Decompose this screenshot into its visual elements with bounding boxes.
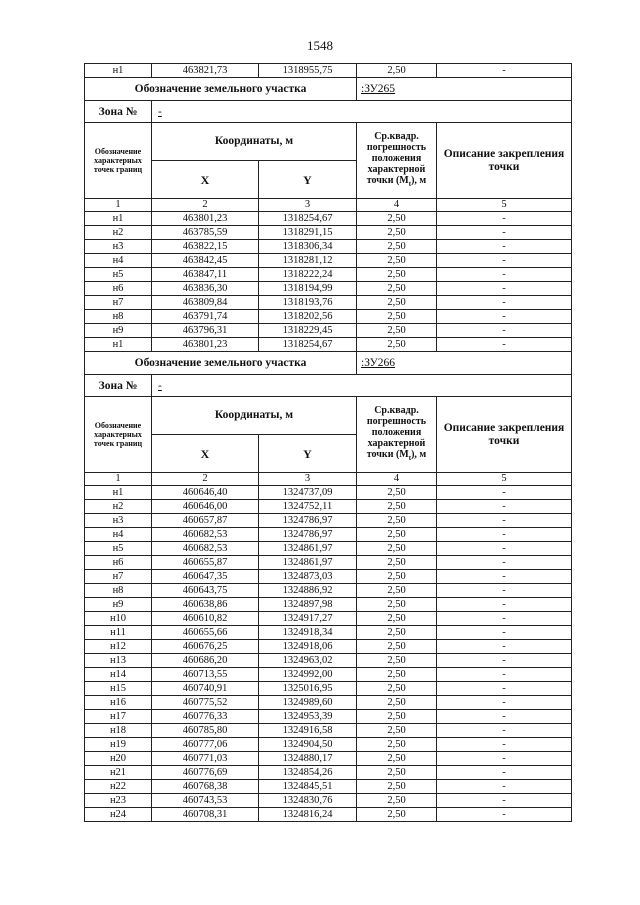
description-cell: -	[437, 556, 572, 570]
table-row	[85, 528, 572, 542]
accuracy-cell: 2,50	[357, 212, 437, 226]
table-row	[85, 486, 572, 500]
point-id-cell: н1	[85, 64, 152, 78]
description-cell: -	[437, 528, 572, 542]
x-coord-cell: 460775,52	[152, 696, 259, 710]
y-coord-cell: 1324880,17	[259, 752, 357, 766]
x-coord-cell: 463791,74	[152, 310, 259, 324]
y-coord-cell: 1324904,50	[259, 738, 357, 752]
point-id-cell: н17	[85, 710, 152, 724]
y-coord-cell: 1318222,24	[259, 268, 357, 282]
accuracy-cell: 2,50	[357, 682, 437, 696]
y-coord-cell: 1324873,03	[259, 570, 357, 584]
column-number: 1	[85, 473, 152, 486]
zone-empty	[437, 101, 572, 123]
y-coord-cell: 1318291,15	[259, 226, 357, 240]
x-coord-cell: 460785,80	[152, 724, 259, 738]
table-row	[85, 324, 572, 338]
y-coord-cell: 1324737,09	[259, 486, 357, 500]
description-cell: -	[437, 752, 572, 766]
description-cell: -	[437, 254, 572, 268]
description-cell: -	[437, 780, 572, 794]
header-row	[85, 397, 572, 435]
accuracy-cell: 2,50	[357, 570, 437, 584]
description-cell: -	[437, 668, 572, 682]
x-coord-cell: 460713,55	[152, 668, 259, 682]
table-row	[85, 500, 572, 514]
header-coords: Координаты, м	[152, 123, 357, 161]
point-id-cell: н2	[85, 500, 152, 514]
point-id-cell: н5	[85, 542, 152, 556]
accuracy-cell: 2,50	[357, 528, 437, 542]
header-x: X	[152, 161, 259, 199]
point-id-cell: н8	[85, 584, 152, 598]
table-row	[85, 338, 572, 352]
point-id-cell: н9	[85, 598, 152, 612]
point-id-cell: н21	[85, 766, 152, 780]
table-row	[85, 696, 572, 710]
point-id-cell: н15	[85, 682, 152, 696]
column-number-row	[85, 199, 572, 212]
y-coord-cell: 1324786,97	[259, 528, 357, 542]
column-number: 5	[437, 199, 572, 212]
y-coord-cell: 1318955,75	[259, 64, 357, 78]
description-cell: -	[437, 710, 572, 724]
continuation-row	[85, 64, 572, 78]
description-cell: -	[437, 626, 572, 640]
y-coord-cell: 1324886,92	[259, 584, 357, 598]
parcel-code: :ЗУ266	[357, 352, 572, 375]
table-row	[85, 626, 572, 640]
y-coord-cell: 1324917,27	[259, 612, 357, 626]
y-coord-cell: 1324786,97	[259, 514, 357, 528]
description-cell: -	[437, 570, 572, 584]
y-coord-cell: 1324861,97	[259, 542, 357, 556]
point-id-cell: н18	[85, 724, 152, 738]
y-coord-cell: 1324752,11	[259, 500, 357, 514]
x-coord-cell: 460777,06	[152, 738, 259, 752]
accuracy-cell: 2,50	[357, 556, 437, 570]
accuracy-cell: 2,50	[357, 296, 437, 310]
zone-empty	[437, 375, 572, 397]
x-coord-cell: 463796,31	[152, 324, 259, 338]
description-cell: -	[437, 696, 572, 710]
y-coord-cell: 1318254,67	[259, 212, 357, 226]
table-row	[85, 254, 572, 268]
accuracy-cell: 2,50	[357, 598, 437, 612]
column-number: 5	[437, 473, 572, 486]
point-id-cell: н19	[85, 738, 152, 752]
point-id-cell: н20	[85, 752, 152, 766]
accuracy-cell: 2,50	[357, 310, 437, 324]
description-cell: -	[437, 808, 572, 822]
header-x: X	[152, 435, 259, 473]
description-cell: -	[437, 598, 572, 612]
x-coord-cell: 460708,31	[152, 808, 259, 822]
accuracy-cell: 2,50	[357, 500, 437, 514]
description-cell: -	[437, 282, 572, 296]
header-point-label: Обозначение характерных точек границ	[85, 397, 152, 473]
header-coords: Координаты, м	[152, 397, 357, 435]
description-cell: -	[437, 64, 572, 78]
x-coord-cell: 460610,82	[152, 612, 259, 626]
table-row	[85, 570, 572, 584]
description-cell: -	[437, 654, 572, 668]
y-coord-cell: 1324816,24	[259, 808, 357, 822]
header-y: Y	[259, 435, 357, 473]
accuracy-cell: 2,50	[357, 808, 437, 822]
table-row	[85, 226, 572, 240]
y-coord-cell: 1324897,98	[259, 598, 357, 612]
point-id-cell: н8	[85, 310, 152, 324]
y-coord-cell: 1318306,34	[259, 240, 357, 254]
x-coord-cell: 460638,86	[152, 598, 259, 612]
description-cell: -	[437, 738, 572, 752]
accuracy-cell: 2,50	[357, 766, 437, 780]
accuracy-cell: 2,50	[357, 324, 437, 338]
accuracy-cell: 2,50	[357, 710, 437, 724]
point-id-cell: н6	[85, 556, 152, 570]
table-row	[85, 808, 572, 822]
point-id-cell: н23	[85, 794, 152, 808]
point-id-cell: н2	[85, 226, 152, 240]
y-coord-cell: 1324918,34	[259, 626, 357, 640]
y-coord-cell: 1324963,02	[259, 654, 357, 668]
point-id-cell: н6	[85, 282, 152, 296]
x-coord-cell: 460676,25	[152, 640, 259, 654]
accuracy-cell: 2,50	[357, 668, 437, 682]
table-row	[85, 738, 572, 752]
accuracy-cell: 2,50	[357, 268, 437, 282]
accuracy-cell: 2,50	[357, 780, 437, 794]
point-id-cell: н11	[85, 626, 152, 640]
x-coord-cell: 460682,53	[152, 528, 259, 542]
column-number-row	[85, 473, 572, 486]
description-cell: -	[437, 584, 572, 598]
description-cell: -	[437, 500, 572, 514]
accuracy-cell: 2,50	[357, 612, 437, 626]
accuracy-cell: 2,50	[357, 640, 437, 654]
y-coord-cell: 1318202,56	[259, 310, 357, 324]
point-id-cell: н1	[85, 486, 152, 500]
table-row	[85, 282, 572, 296]
column-number: 4	[357, 473, 437, 486]
y-coord-cell: 1324845,51	[259, 780, 357, 794]
point-id-cell: н3	[85, 514, 152, 528]
table-row	[85, 752, 572, 766]
column-number: 4	[357, 199, 437, 212]
table-row	[85, 542, 572, 556]
x-coord-cell: 463847,11	[152, 268, 259, 282]
coordinates-table	[84, 63, 572, 822]
table-row	[85, 710, 572, 724]
y-coord-cell: 1325016,95	[259, 682, 357, 696]
x-coord-cell: 463809,84	[152, 296, 259, 310]
parcel-label: Обозначение земельного участка	[85, 78, 357, 101]
x-coord-cell: 463821,73	[152, 64, 259, 78]
description-cell: -	[437, 542, 572, 556]
x-coord-cell: 460740,91	[152, 682, 259, 696]
column-number: 2	[152, 199, 259, 212]
accuracy-cell: 2,50	[357, 794, 437, 808]
description-cell: -	[437, 724, 572, 738]
point-id-cell: н10	[85, 612, 152, 626]
x-coord-cell: 460776,33	[152, 710, 259, 724]
x-coord-cell: 460743,53	[152, 794, 259, 808]
y-coord-cell: 1318229,45	[259, 324, 357, 338]
description-cell: -	[437, 682, 572, 696]
zone-label: Зона №	[85, 375, 152, 397]
header-row	[85, 123, 572, 161]
x-coord-cell: 460682,53	[152, 542, 259, 556]
description-cell: -	[437, 268, 572, 282]
accuracy-cell: 2,50	[357, 240, 437, 254]
point-id-cell: н1	[85, 212, 152, 226]
accuracy-cell: 2,50	[357, 738, 437, 752]
x-coord-cell: 460646,00	[152, 500, 259, 514]
table-row	[85, 724, 572, 738]
accuracy-cell: 2,50	[357, 514, 437, 528]
accuracy-cell: 2,50	[357, 584, 437, 598]
y-coord-cell: 1318193,76	[259, 296, 357, 310]
table-row	[85, 654, 572, 668]
x-coord-cell: 460657,87	[152, 514, 259, 528]
zone-row	[85, 375, 572, 397]
zone-row	[85, 101, 572, 123]
header-accuracy: Ср.квадр. погрешность положения характерной точки $(M_t)$, м	[357, 397, 437, 473]
parcel-title-row	[85, 78, 572, 101]
point-id-cell: н5	[85, 268, 152, 282]
accuracy-cell: 2,50	[357, 654, 437, 668]
column-number: 3	[259, 199, 357, 212]
accuracy-cell: 2,50	[357, 626, 437, 640]
x-coord-cell: 463836,30	[152, 282, 259, 296]
y-coord-cell: 1324992,00	[259, 668, 357, 682]
table-row	[85, 640, 572, 654]
description-cell: -	[437, 486, 572, 500]
accuracy-cell: 2,50	[357, 338, 437, 352]
description-cell: -	[437, 766, 572, 780]
y-coord-cell: 1318281,12	[259, 254, 357, 268]
point-id-cell: н4	[85, 528, 152, 542]
description-cell: -	[437, 212, 572, 226]
zone-value: -	[152, 375, 437, 397]
accuracy-cell: 2,50	[357, 64, 437, 78]
accuracy-cell: 2,50	[357, 542, 437, 556]
point-id-cell: н16	[85, 696, 152, 710]
accuracy-cell: 2,50	[357, 696, 437, 710]
table-row	[85, 212, 572, 226]
y-coord-cell: 1324861,97	[259, 556, 357, 570]
table-row	[85, 780, 572, 794]
header-description: Описание закрепления точки	[437, 397, 572, 473]
table-row	[85, 296, 572, 310]
point-id-cell: н12	[85, 640, 152, 654]
column-number: 2	[152, 473, 259, 486]
y-coord-cell: 1318254,67	[259, 338, 357, 352]
parcel-title-row	[85, 352, 572, 375]
table-row	[85, 514, 572, 528]
x-coord-cell: 460686,20	[152, 654, 259, 668]
y-coord-cell: 1324916,58	[259, 724, 357, 738]
y-coord-cell: 1324830,76	[259, 794, 357, 808]
x-coord-cell: 460776,69	[152, 766, 259, 780]
point-id-cell: н24	[85, 808, 152, 822]
y-coord-cell: 1324854,26	[259, 766, 357, 780]
description-cell: -	[437, 226, 572, 240]
accuracy-cell: 2,50	[357, 254, 437, 268]
x-coord-cell: 463801,23	[152, 338, 259, 352]
description-cell: -	[437, 324, 572, 338]
x-coord-cell: 460646,40	[152, 486, 259, 500]
table-row	[85, 612, 572, 626]
y-coord-cell: 1318194,99	[259, 282, 357, 296]
point-id-cell: н3	[85, 240, 152, 254]
table-row	[85, 794, 572, 808]
x-coord-cell: 463801,23	[152, 212, 259, 226]
description-cell: -	[437, 794, 572, 808]
parcel-label: Обозначение земельного участка	[85, 352, 357, 375]
accuracy-cell: 2,50	[357, 486, 437, 500]
header-point-label: Обозначение характерных точек границ	[85, 123, 152, 199]
x-coord-cell: 463785,59	[152, 226, 259, 240]
header-y: Y	[259, 161, 357, 199]
zone-value: -	[152, 101, 437, 123]
description-cell: -	[437, 612, 572, 626]
x-coord-cell: 463842,45	[152, 254, 259, 268]
description-cell: -	[437, 310, 572, 324]
x-coord-cell: 460768,38	[152, 780, 259, 794]
point-id-cell: н13	[85, 654, 152, 668]
table-row	[85, 668, 572, 682]
accuracy-cell: 2,50	[357, 282, 437, 296]
table-row	[85, 598, 572, 612]
header-accuracy: Ср.квадр. погрешность положения характерной точки $(M_t)$, м	[357, 123, 437, 199]
description-cell: -	[437, 296, 572, 310]
zone-label: Зона №	[85, 101, 152, 123]
point-id-cell: н1	[85, 338, 152, 352]
point-id-cell: н4	[85, 254, 152, 268]
description-cell: -	[437, 514, 572, 528]
accuracy-cell: 2,50	[357, 226, 437, 240]
point-id-cell: н7	[85, 570, 152, 584]
table-row	[85, 310, 572, 324]
description-cell: -	[437, 640, 572, 654]
column-number: 3	[259, 473, 357, 486]
accuracy-cell: 2,50	[357, 752, 437, 766]
x-coord-cell: 460655,87	[152, 556, 259, 570]
table-row	[85, 268, 572, 282]
description-cell: -	[437, 338, 572, 352]
header-description: Описание закрепления точки	[437, 123, 572, 199]
column-number: 1	[85, 199, 152, 212]
point-id-cell: н9	[85, 324, 152, 338]
page-number: 1548	[307, 38, 333, 53]
point-id-cell: н22	[85, 780, 152, 794]
parcel-code: :ЗУ265	[357, 78, 572, 101]
x-coord-cell: 460643,75	[152, 584, 259, 598]
table-row	[85, 682, 572, 696]
table-row	[85, 584, 572, 598]
point-id-cell: н7	[85, 296, 152, 310]
table-row	[85, 556, 572, 570]
x-coord-cell: 460647,35	[152, 570, 259, 584]
x-coord-cell: 463822,15	[152, 240, 259, 254]
table-row	[85, 240, 572, 254]
accuracy-cell: 2,50	[357, 724, 437, 738]
y-coord-cell: 1324989,60	[259, 696, 357, 710]
description-cell: -	[437, 240, 572, 254]
x-coord-cell: 460655,66	[152, 626, 259, 640]
y-coord-cell: 1324953,39	[259, 710, 357, 724]
table-row	[85, 766, 572, 780]
x-coord-cell: 460771,03	[152, 752, 259, 766]
y-coord-cell: 1324918,06	[259, 640, 357, 654]
point-id-cell: н14	[85, 668, 152, 682]
